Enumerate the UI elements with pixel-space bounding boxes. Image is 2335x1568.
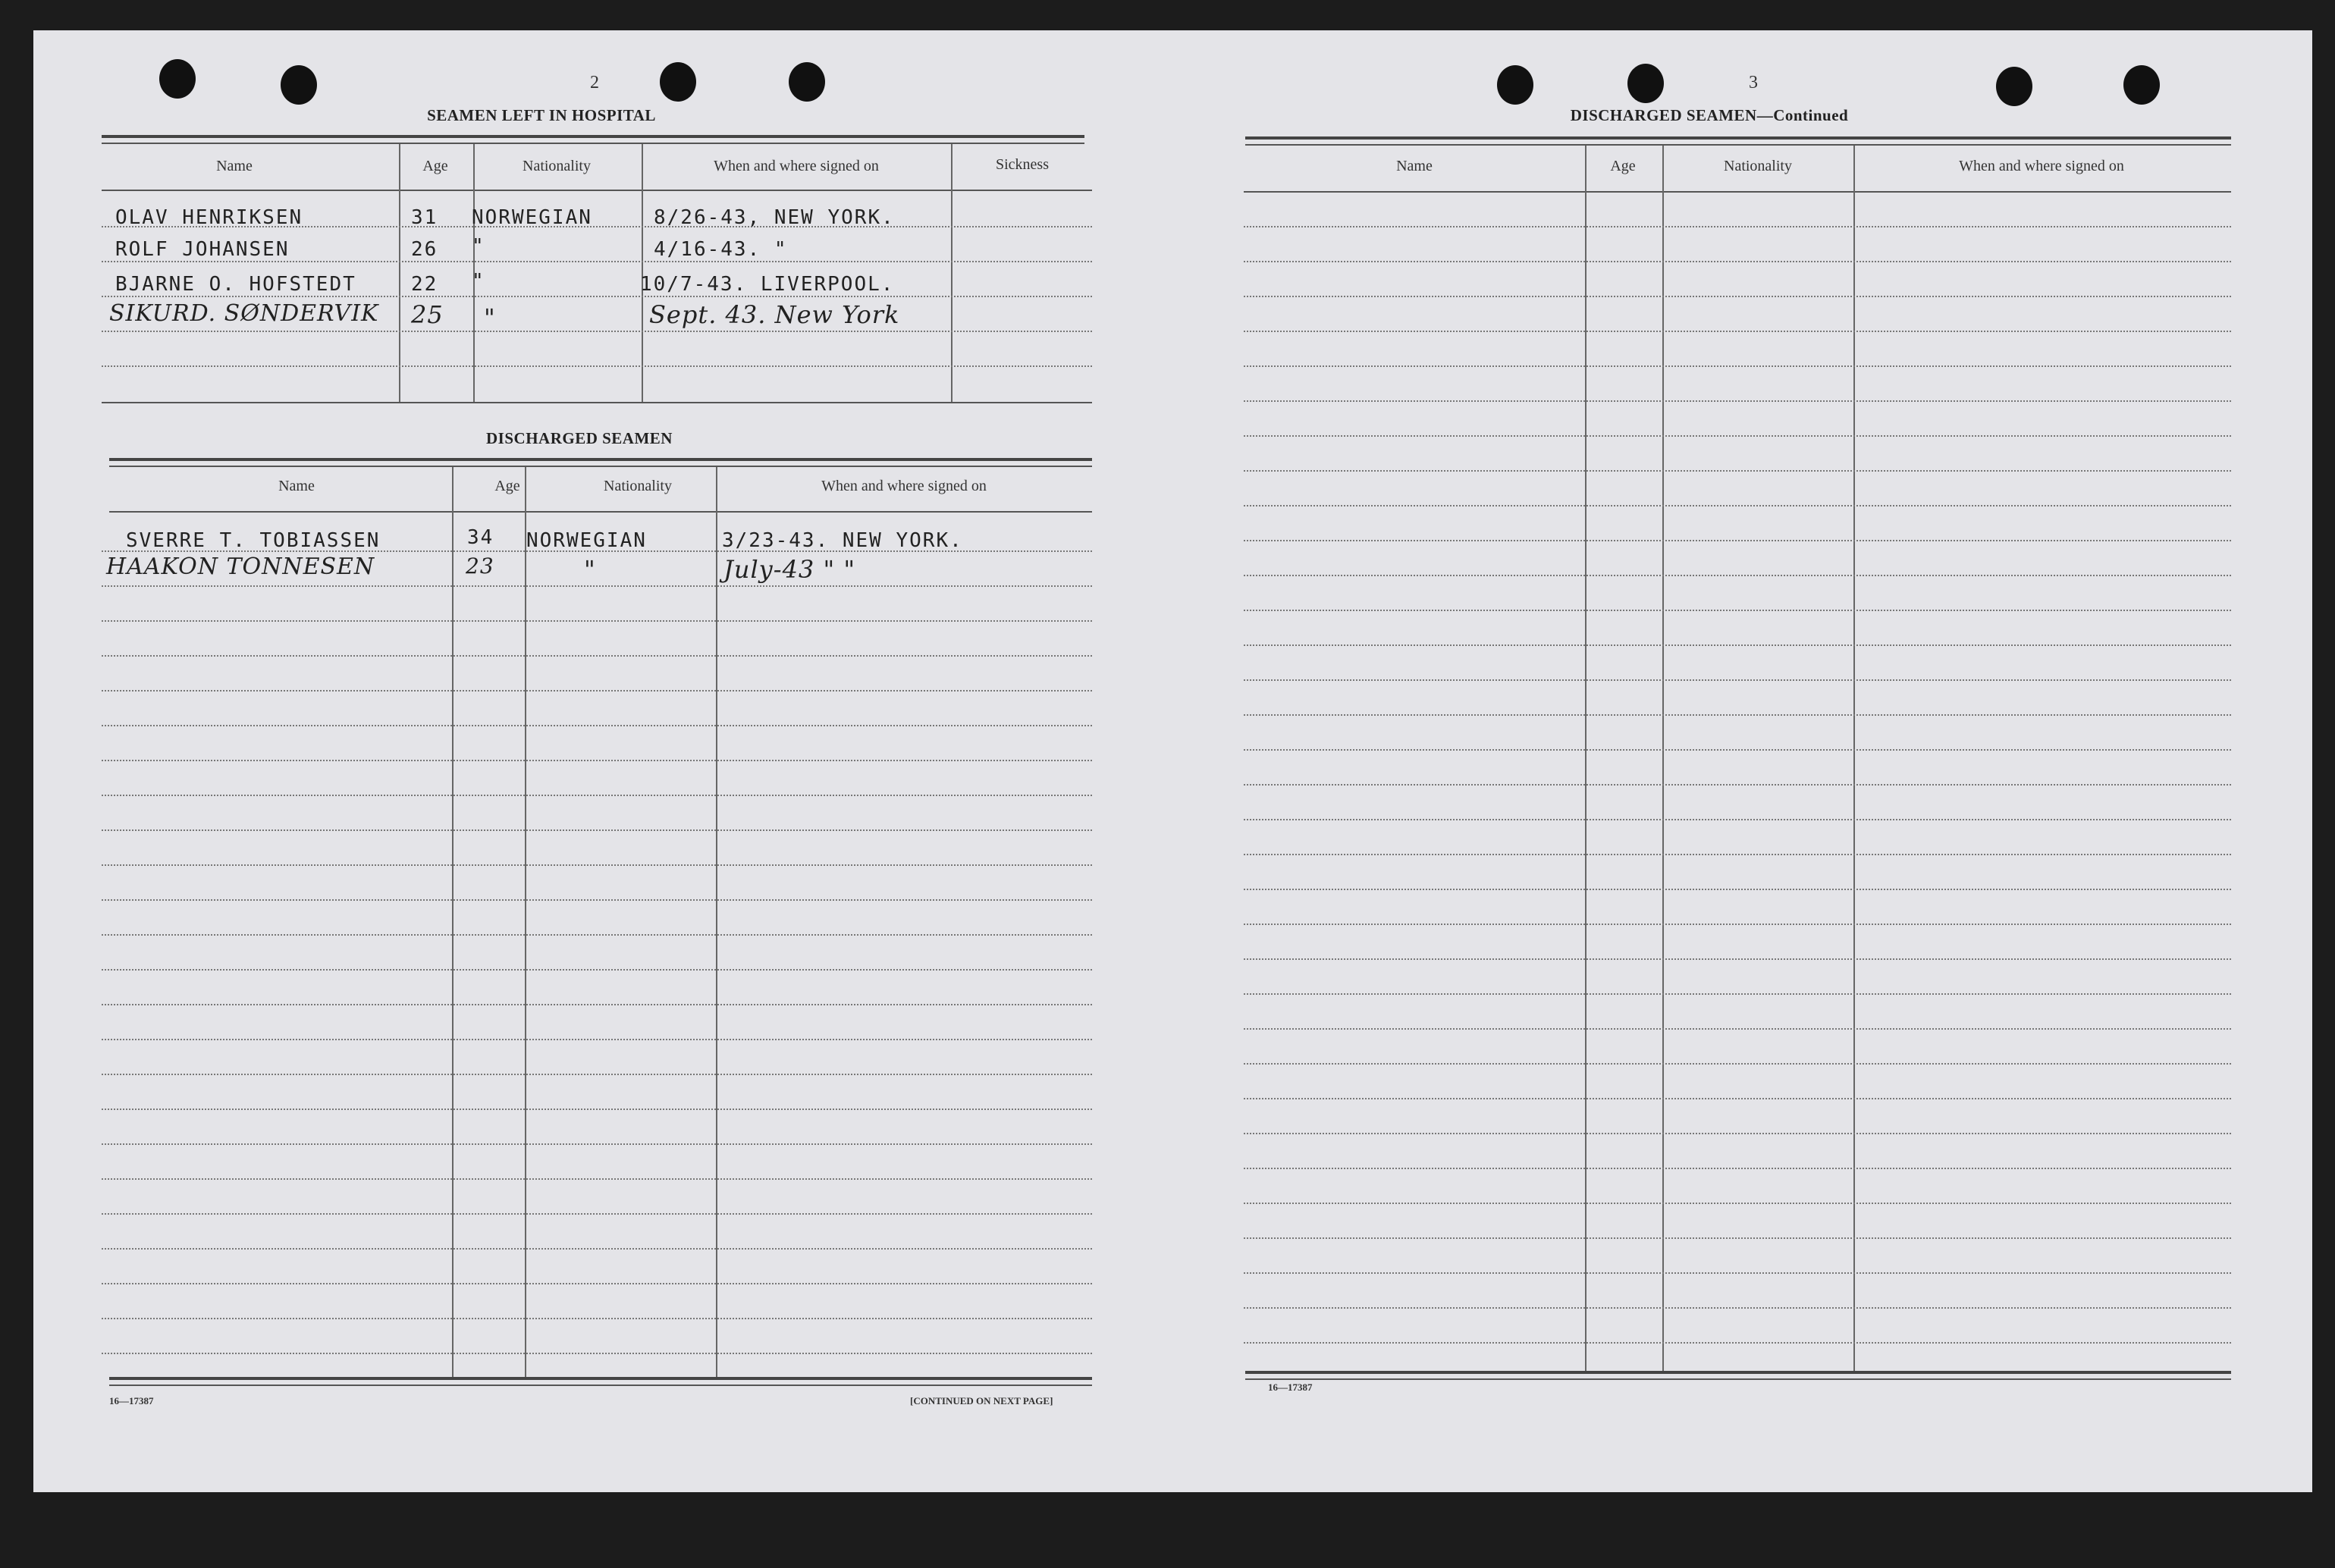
discharged-age: 34 (467, 526, 494, 549)
table-rule (109, 458, 1092, 461)
column-divider (525, 467, 526, 1377)
discharged-nationality: " (584, 555, 596, 584)
ruled-line (1244, 1307, 2231, 1309)
document-sheet (33, 30, 2312, 1492)
table-rule (1244, 191, 2231, 193)
ruled-line (1244, 819, 2231, 820)
ruled-line (1244, 644, 2231, 646)
table-rule (1245, 144, 2231, 146)
hospital-name: BJARNE O. HOFSTEDT (115, 273, 356, 296)
table-rule (102, 402, 1092, 403)
hospital-name: SIKURD. SØNDERVIK (109, 300, 379, 327)
ruled-line (1244, 610, 2231, 611)
ruled-line (1244, 400, 2231, 402)
discharged-name: HAAKON TONNESEN (106, 554, 375, 580)
column-divider (1662, 146, 1664, 1371)
hospital-signed-on: 8/26-43, NEW YORK. (654, 206, 895, 229)
ruled-line (1244, 1203, 2231, 1204)
ruled-line (102, 620, 1092, 622)
table-rule (109, 1385, 1092, 1386)
page-number-left: 2 (590, 73, 599, 93)
ruled-line (1244, 714, 2231, 716)
discharged-section-title: DISCHARGED SEAMEN (486, 429, 673, 447)
ruled-line (1244, 575, 2231, 576)
hospital-nationality: NORWEGIAN (472, 206, 592, 229)
column-divider (1585, 146, 1586, 1371)
ruled-line (1244, 924, 2231, 925)
table-rule (109, 1377, 1092, 1380)
column-header-name: Name (1396, 158, 1433, 174)
ruled-line (102, 864, 1092, 866)
discharged-age: 23 (466, 554, 494, 579)
hospital-nationality: " (472, 235, 485, 258)
column-divider (399, 144, 400, 402)
hospital-age: 26 (411, 238, 438, 261)
ruled-line (102, 1143, 1092, 1145)
ruled-line (1244, 1133, 2231, 1134)
ruled-line (1244, 261, 2231, 262)
column-header-age: Age (422, 158, 448, 174)
ruled-line (102, 1178, 1092, 1180)
ruled-line (102, 1074, 1092, 1075)
punch-hole (2123, 65, 2160, 105)
discharged-continued-title: DISCHARGED SEAMEN—Continued (1570, 106, 1849, 124)
ruled-line (102, 365, 1092, 367)
ruled-line (1244, 1168, 2231, 1169)
ruled-line (1244, 854, 2231, 855)
ruled-line (1244, 365, 2231, 367)
ruled-line (102, 969, 1092, 971)
form-number-left: 16—17387 (109, 1395, 154, 1406)
ruled-line (1244, 540, 2231, 541)
ruled-line (102, 1039, 1092, 1040)
table-rule (109, 466, 1092, 467)
column-header-age: Age (1610, 158, 1636, 174)
punch-hole (789, 62, 825, 102)
hospital-signed-on: Sept. 43. New York (649, 300, 900, 329)
ruled-line (102, 1318, 1092, 1319)
column-header-name: Name (278, 478, 315, 494)
column-header-signed-on: When and where signed on (821, 478, 987, 494)
punch-hole (1497, 65, 1533, 105)
discharged-name: SVERRE T. TOBIASSEN (126, 529, 381, 552)
ruled-line (1244, 331, 2231, 332)
ruled-line (1244, 1342, 2231, 1344)
hospital-signed-on: 10/7-43. LIVERPOOL. (640, 273, 895, 296)
punch-hole (281, 65, 317, 105)
ruled-line (1244, 958, 2231, 960)
form-number-right: 16—17387 (1268, 1381, 1313, 1393)
page-number-right: 3 (1749, 73, 1758, 93)
column-header-signed-on: When and where signed on (1959, 158, 2124, 174)
hospital-age: 31 (411, 206, 438, 229)
ruled-line (102, 1283, 1092, 1284)
hospital-nationality: " (472, 270, 485, 293)
table-rule (102, 135, 1084, 138)
punch-hole (1996, 67, 2032, 106)
ruled-line (1244, 749, 2231, 751)
column-divider (951, 144, 953, 402)
continued-note: [CONTINUED ON NEXT PAGE] (910, 1395, 1053, 1406)
table-rule (109, 511, 1092, 513)
ruled-line (102, 899, 1092, 901)
discharged-signed-on: 3/23-43. NEW YORK. (722, 529, 963, 552)
hospital-age: 22 (411, 273, 438, 296)
table-rule (1245, 1371, 2231, 1374)
ruled-line (102, 795, 1092, 796)
ruled-line (1244, 889, 2231, 890)
table-rule (102, 190, 1092, 191)
hospital-signed-on: 4/16-43. " (654, 238, 788, 261)
ruled-line (1244, 1237, 2231, 1239)
ruled-line (1244, 679, 2231, 681)
punch-hole (1627, 64, 1664, 103)
ruled-line (1244, 784, 2231, 786)
ruled-line (1244, 1028, 2231, 1030)
ruled-line (1244, 505, 2231, 506)
ruled-line (1244, 470, 2231, 472)
discharged-nationality: NORWEGIAN (526, 529, 647, 552)
ruled-line (102, 1248, 1092, 1250)
ruled-line (1244, 1098, 2231, 1099)
ruled-line (102, 585, 1092, 587)
ruled-line (102, 331, 1092, 332)
ruled-line (102, 296, 1092, 297)
ruled-line (102, 261, 1092, 262)
column-header-nationality: Nationality (523, 158, 591, 174)
ruled-line (1244, 993, 2231, 995)
ruled-line (102, 760, 1092, 761)
column-header-nationality: Nationality (1724, 158, 1792, 174)
ruled-line (102, 1109, 1092, 1110)
hospital-name: OLAV HENRIKSEN (115, 206, 303, 229)
ruled-line (102, 1353, 1092, 1354)
column-divider (1853, 146, 1855, 1371)
hospital-age: 25 (411, 300, 444, 329)
column-divider (452, 467, 454, 1377)
ruled-line (102, 725, 1092, 726)
ruled-line (1244, 296, 2231, 297)
ruled-line (102, 829, 1092, 831)
punch-hole (660, 62, 696, 102)
column-divider (716, 467, 717, 1377)
ruled-line (1244, 226, 2231, 227)
column-header-name: Name (216, 158, 253, 174)
ruled-line (1244, 435, 2231, 437)
column-header-age: Age (494, 478, 520, 494)
punch-hole (159, 59, 196, 99)
table-rule (1245, 1378, 2231, 1380)
ruled-line (1244, 1272, 2231, 1274)
table-rule (102, 143, 1084, 144)
table-rule (1245, 136, 2231, 140)
hospital-name: ROLF JOHANSEN (115, 238, 290, 261)
column-header-signed-on: When and where signed on (714, 158, 879, 174)
ruled-line (102, 1004, 1092, 1005)
column-header-nationality: Nationality (604, 478, 672, 494)
ruled-line (102, 934, 1092, 936)
ruled-line (102, 655, 1092, 657)
hospital-section-title: SEAMEN LEFT IN HOSPITAL (427, 106, 656, 124)
ruled-line (102, 1213, 1092, 1215)
hospital-nationality: " (484, 303, 496, 332)
ruled-line (102, 690, 1092, 691)
ruled-line (1244, 1063, 2231, 1065)
column-header-sickness: Sickness (996, 156, 1049, 173)
discharged-signed-on: July-43 " " (723, 555, 856, 584)
